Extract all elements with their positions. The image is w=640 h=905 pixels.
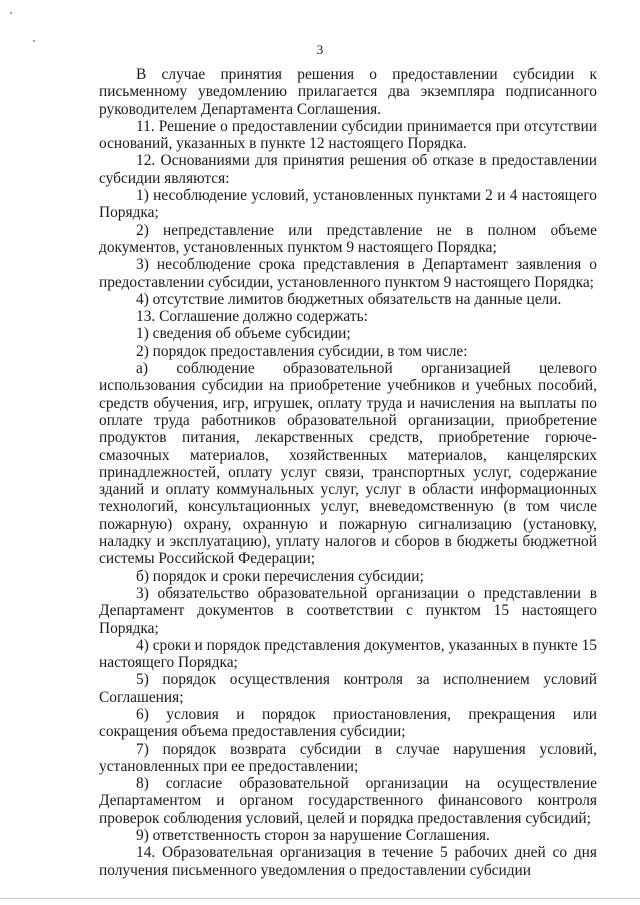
list-item: 2) порядок предоставления субсидии, в том числе: xyxy=(136,342,468,360)
list-item: 8) согласие образовательной организации на осуществление Департаментом и органом государственного финансового контроля проверок соблюдения условий, целей и порядка предоставления субсидий; xyxy=(99,775,597,827)
list-item: 2) непредставление или представление не в полном объеме документов, установленных пунктом 9 настоящего Порядка; xyxy=(99,221,597,256)
list-item: 3) обязательство образовательной организации о представлении в Департамент документов в соответствии с пунктом 15 настоящего Порядка; xyxy=(99,584,597,637)
list-item: 5) порядок осуществления контроля за исполнением условий Соглашения; xyxy=(99,671,597,706)
scan-speck xyxy=(10,12,12,14)
list-item: 7) порядок возврата субсидии в случае нарушения условий, установленных при ее предоставлении; xyxy=(99,740,597,775)
list-item: 4) сроки и порядок представления документов, указанных в пункте 15 настоящего Порядка; xyxy=(99,636,597,672)
paragraph: В случае принятия решения о предоставлении субсидии к письменному уведомлению прилагается два экземпляра подписанного руководителем Департамента Соглашения. xyxy=(99,66,597,118)
page-number: 3 xyxy=(316,42,324,57)
paragraph: 13. Соглашение должно содержать: xyxy=(136,308,368,326)
list-item: 1) несоблюдение условий, установленных пунктами 2 и 4 настоящего Порядка; xyxy=(99,187,597,222)
document-body xyxy=(99,66,597,879)
list-item: 1) сведения об объеме субсидии; xyxy=(136,325,351,343)
paragraph: 11. Решение о предоставлении субсидии принимается при отсутствии оснований, указанных в пункте 12 настоящего Порядка. xyxy=(99,117,597,153)
list-item: 3) несоблюдение срока представления в Департамент заявления о предоставлении субсидии, установленного пунктом 9 настоящего Порядка; xyxy=(99,256,597,291)
paragraph: 14. Образовательная организация в течение 5 рабочих дней со дня получения письменного уведомления о предоставлении субсидии xyxy=(99,844,597,879)
list-item: 9) ответственность сторон за нарушение Соглашения. xyxy=(136,827,490,845)
list-item: 4) отсутствие лимитов бюджетных обязательств на данные цели. xyxy=(136,290,562,308)
list-item: б) порядок и сроки перечисления субсидии; xyxy=(136,567,424,585)
list-item: 6) условия и порядок приостановления, прекращения или сокращения объема предоставления субсидии; xyxy=(99,705,597,741)
list-item: а) соблюдение образовательной организацией целевого использования субсидии на приобретение учебников и учебных пособий, средств обучения, игр, игрушек, оплату труда и начисления на выплаты по оплате труда работников образовательной организации, приобретение продуктов питания, лекарственных средств, приобретение горюче-смазочных материалов, хозяйственных материалов, канцелярских принадлежностей, оплату услуг связи, транспортных услуг, содержание зданий и оплату коммунальных услуг, услуг в области информационных технологий, консультационных услуг, вневедомственную (в том числе пожарную) охрану, охранную и пожарную сигнализацию (установку, наладку и эксплуатацию), уплату налогов и сборов в бюджеты бюджетной системы Российской Федерации; xyxy=(99,360,597,568)
paragraph: 12. Основаниями для принятия решения об отказе в предоставлении субсидии являются: xyxy=(99,152,597,187)
page-edge xyxy=(0,898,640,899)
